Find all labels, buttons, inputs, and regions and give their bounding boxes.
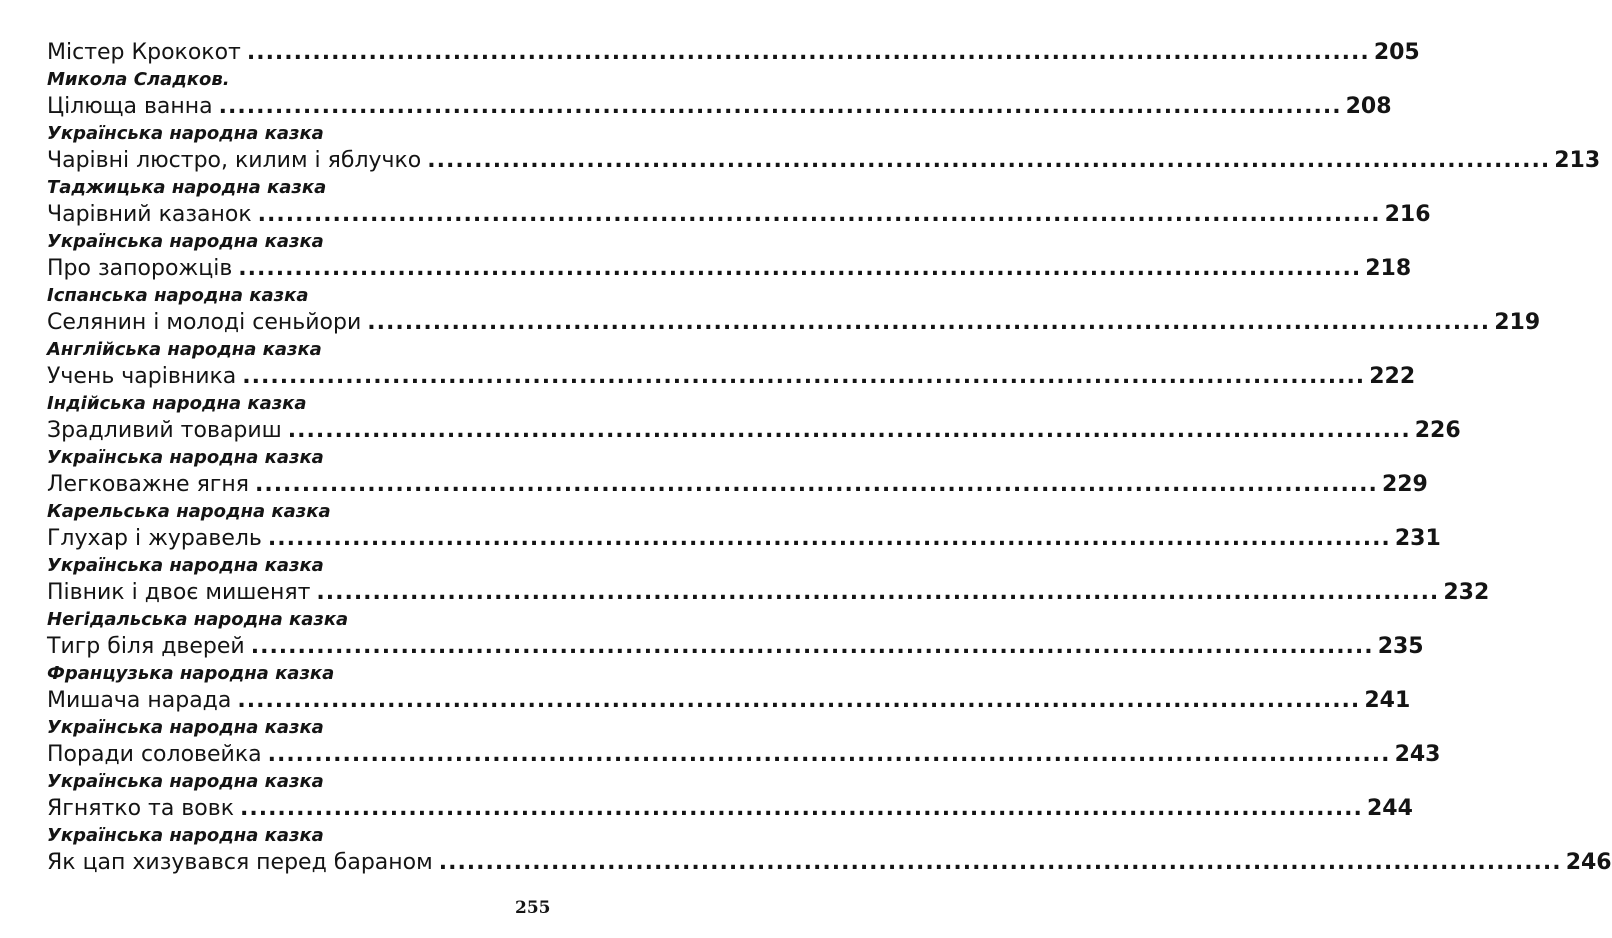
toc-entry-page: 231 bbox=[1394, 526, 1441, 551]
toc-entry-source: Індійська народна казка bbox=[47, 393, 307, 414]
dot-leader: ........................................................................................................................ bbox=[218, 94, 1342, 119]
toc-entry-page: 205 bbox=[1373, 40, 1420, 65]
toc-entry-page: 213 bbox=[1554, 148, 1601, 173]
toc-entry-title: Селянин і молоді сеньйори bbox=[47, 310, 362, 335]
toc-entry-source: Українська народна казка bbox=[47, 717, 324, 738]
dot-leader: ........................................................................................................................ bbox=[257, 202, 1381, 227]
toc-entry-title: Зрадливий товариш bbox=[47, 418, 282, 443]
toc-entry bbox=[47, 632, 1424, 661]
toc-entry-title: Глухар і журавель bbox=[47, 526, 262, 551]
toc-entry-title: Як цап хизувався перед бараном bbox=[47, 850, 433, 875]
toc-entry-title: Містер Крококот bbox=[47, 40, 241, 65]
toc-entry-page: 232 bbox=[1443, 580, 1490, 605]
dot-leader: ........................................................................................................................ bbox=[238, 256, 1362, 281]
dot-leader: ........................................................................................................................ bbox=[242, 364, 1366, 389]
toc-entry-source: Іспанська народна казка bbox=[47, 285, 309, 306]
toc-entry-page: 235 bbox=[1377, 634, 1424, 659]
toc-entry-source: Англійська народна казка bbox=[47, 339, 322, 360]
toc-entry-title: Про запорожців bbox=[47, 256, 233, 281]
toc-entry-page: 222 bbox=[1369, 364, 1416, 389]
toc-entry-source: Українська народна казка bbox=[47, 123, 324, 144]
dot-leader: ........................................................................................................................ bbox=[316, 580, 1440, 605]
toc-entry bbox=[47, 38, 1420, 67]
toc-entry-page: 243 bbox=[1394, 742, 1441, 767]
toc-entry bbox=[47, 740, 1441, 769]
toc-entry-page: 216 bbox=[1384, 202, 1431, 227]
toc-entry-title: Цілюща ванна bbox=[47, 94, 213, 119]
dot-leader: ........................................................................................................................ bbox=[254, 472, 1378, 497]
toc-entry bbox=[47, 92, 1392, 121]
page-number: 255 bbox=[515, 898, 551, 918]
toc-entry-title: Легковажне ягня bbox=[47, 472, 249, 497]
toc-entry-title: Поради соловейка bbox=[47, 742, 262, 767]
toc-entry-source: Українська народна казка bbox=[47, 555, 324, 576]
toc-entry-source: Негідальська народна казка bbox=[47, 609, 349, 630]
toc-entry-page: 208 bbox=[1345, 94, 1392, 119]
toc-entry bbox=[47, 848, 1612, 877]
toc-entry-page: 241 bbox=[1364, 688, 1411, 713]
toc-entry bbox=[47, 686, 1411, 715]
toc-entry bbox=[47, 416, 1461, 445]
toc-entry-source: Микола Сладков. bbox=[47, 69, 230, 90]
toc-entry-title: Мишача нарада bbox=[47, 688, 232, 713]
toc-entry bbox=[47, 200, 1431, 229]
toc-entry bbox=[47, 308, 1541, 337]
toc-entry-title: Учень чарівника bbox=[47, 364, 237, 389]
toc-entry-title: Чарівний казанок bbox=[47, 202, 252, 227]
toc-entry bbox=[47, 254, 1412, 283]
toc-entry-title: Півник і двоє мишенят bbox=[47, 580, 311, 605]
dot-leader: ........................................................................................................................ bbox=[287, 418, 1411, 443]
toc-entry bbox=[47, 470, 1428, 499]
table-of-contents bbox=[47, 38, 1612, 877]
toc-entry-page: 229 bbox=[1381, 472, 1428, 497]
toc-entry-source: Українська народна казка bbox=[47, 825, 324, 846]
toc-entry-page: 244 bbox=[1366, 796, 1413, 821]
toc-entry-source: Українська народна казка bbox=[47, 231, 324, 252]
dot-leader: ........................................................................................................................ bbox=[240, 796, 1363, 821]
dot-leader: ........................................................................................................................ bbox=[237, 688, 1361, 713]
toc-entry bbox=[47, 578, 1490, 607]
dot-leader: ........................................................................................................................ bbox=[427, 148, 1551, 173]
toc-entry-page: 226 bbox=[1414, 418, 1461, 443]
dot-leader: ........................................................................................................................ bbox=[367, 310, 1491, 335]
toc-entry-source: Таджицька народна казка bbox=[47, 177, 327, 198]
toc-entry-title: Ягнятко та вовк bbox=[47, 796, 234, 821]
dot-leader: ........................................................................................................................ bbox=[267, 742, 1391, 767]
toc-entry-source: Французька народна казка bbox=[47, 663, 335, 684]
toc-entry-title: Тигр біля дверей bbox=[47, 634, 245, 659]
toc-entry-source: Карельська народна казка bbox=[47, 501, 331, 522]
toc-entry bbox=[47, 146, 1601, 175]
toc-entry-source: Українська народна казка bbox=[47, 771, 324, 792]
dot-leader: ........................................................................................................................ bbox=[267, 526, 1391, 551]
toc-entry-page: 218 bbox=[1365, 256, 1412, 281]
toc-entry bbox=[47, 362, 1416, 391]
toc-entry-page: 219 bbox=[1494, 310, 1541, 335]
dot-leader: ........................................................................................................................ bbox=[250, 634, 1374, 659]
toc-entry-source: Українська народна казка bbox=[47, 447, 324, 468]
toc-entry bbox=[47, 794, 1413, 823]
toc-entry-page: 246 bbox=[1565, 850, 1612, 875]
dot-leader: ........................................................................................................................ bbox=[438, 850, 1562, 875]
dot-leader: ........................................................................................................................ bbox=[246, 40, 1370, 65]
toc-entry-title: Чарівні люстро, килим і яблучко bbox=[47, 148, 422, 173]
toc-entry bbox=[47, 524, 1441, 553]
